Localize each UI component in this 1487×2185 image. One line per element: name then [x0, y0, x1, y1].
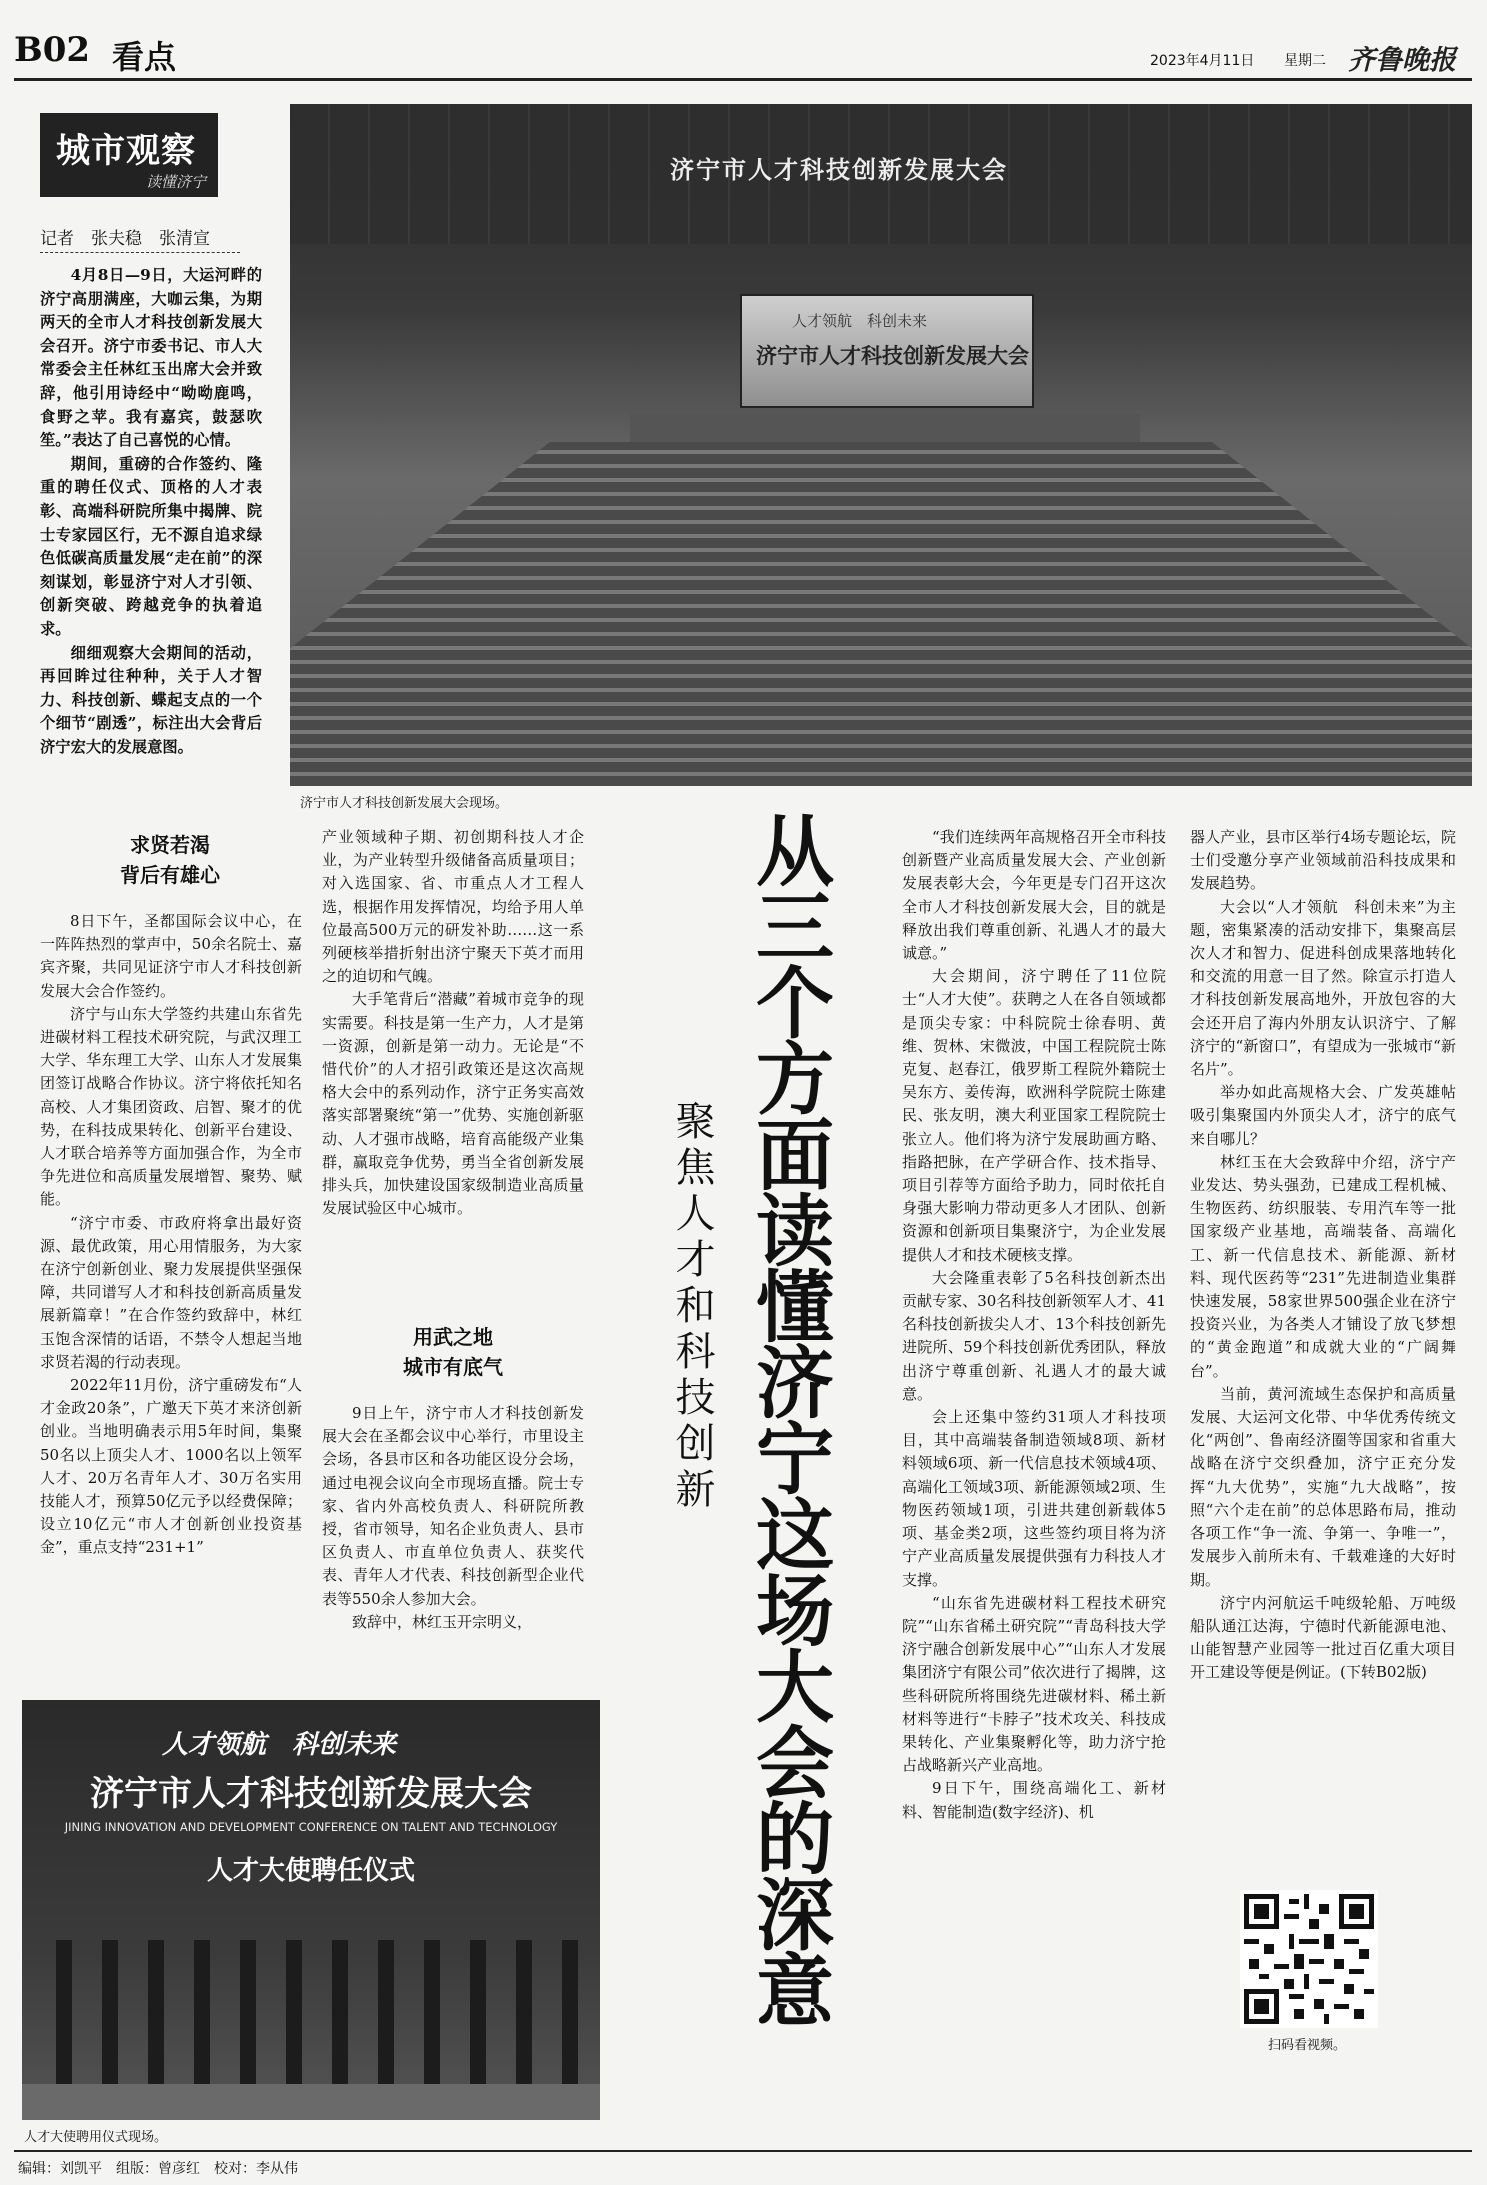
col4-para-2: 大会以“人才领航 科创未来”为主题，密集紧凑的活动安排下，集聚高层次人才和智力、促进科创成果落地转化和交流的用意一目了然。除宣示打造人才科技创新发展高地外，开放包容的大会还开启了海内外朋友认识济宁、了解济宁的“新窗口”，有望成为一张城市“新名片”。 [1190, 897, 1456, 1079]
col3-para-1: “我们连续两年高规格召开全市科技创新暨产业高质量发展大会、产业创新发展表彰大会，今年更是专门召开这次全市人才科技创新发展大会，目的就是释放出我们尊重创新、礼遇人才的最大诚意。” [902, 828, 1166, 963]
col1-heading [40, 830, 300, 890]
ceremony-title: 济宁市人才科技创新发展大会 [90, 1774, 532, 1814]
col2-text-b [322, 1402, 584, 1634]
ceremony-people [42, 1940, 582, 2090]
col4-para-6: 济宁内河航运千吨级轮船、万吨级船队通江达海，宁德时代新能源电池、山能智慧产业园等一批过百亿重大项目开工建设等便是例证。(下转B02版) [1190, 1593, 1456, 1682]
col3-para-6: 9日下午，围绕高端化工、新材料、智能制造(数字经济)、机 [902, 1779, 1166, 1821]
col4-para-5: 当前，黄河流域生态保护和高质量发展、大运河文化带、中华优秀传统文化“两创”、鲁南经济圈等国家和省重大战略在济宁交织叠加，济宁正充分发挥“九大优势”，实施“九大战略”，按照“六个走在前”的总体思路布局，推动各项工作“争一流、争第一、争唯一”，发展步入前所未有、千载难逢的大好时期。 [1190, 1384, 1456, 1589]
masthead-logo: 齐鲁晚报 [1348, 45, 1456, 76]
section-name: 看点 [112, 38, 177, 76]
col2-heading [322, 1322, 584, 1382]
column-logo [40, 113, 218, 197]
col4-para-1: 器人产业，县市区举行4场专题论坛，院士们受邀分享产业领域前沿科技成果和发展趋势。 [1190, 828, 1456, 893]
footer-rule [14, 2150, 1472, 2152]
sub-headline: 聚焦人才和科技创新 [669, 1100, 715, 1514]
byline-dashes [40, 252, 240, 253]
bottom-photo-caption: 人才大使聘用仪式现场。 [24, 2130, 168, 2145]
byline: 记者 张夫稳 张清宣 [40, 229, 210, 249]
top-photo-caption: 济宁市人才科技创新发展大会现场。 [300, 796, 509, 811]
col1-heading-line1: 求贤若渴 [130, 833, 210, 857]
col2-heading-line2: 城市有底气 [403, 1355, 503, 1379]
conference-banner: 济宁市人才科技创新发展大会 [670, 155, 1008, 184]
stage [630, 414, 1140, 442]
col2-para-2: 大手笔背后“潜藏”着城市竞争的现实需要。科技是第一生产力，人才是第一资源，创新是第一动力。无论是“不惜代价”的人才招引政策还是这次高规格大会中的系列动作，济宁正务实高效落实部署聚统“第一”优势、实施创新驱动、人才强市战略，培育高能级产业集群，赢取竞争优势，勇当全省创新发展排头兵，加快建设国家级制造业高质量发展试验区中心城市。 [322, 990, 584, 1218]
col1-para-3: “济宁市委、市政府将拿出最好资源、最优政策，用心用情服务，为大家在济宁创新创业、聚力发展提供坚强保障，共同谱写人才和科技创新高质量发展新篇章！”在合作签约致辞中，林红玉饱含深情的话语，不禁令人想起当地求贤若渴的行动表现。 [40, 1213, 302, 1371]
qr-caption: 扫码看视频。 [1268, 2038, 1347, 2053]
main-headline: 从三个方面读懂济宁这场大会的深意 [743, 810, 834, 2026]
col4-text [1190, 826, 1456, 1685]
intro-para-3: 细细观察大会期间的活动，再回眸过往种种，关于人才智力、科技创新、蝶起支点的一个个细节“剧透”，标注出大会背后济宁宏大的发展意图。 [40, 643, 262, 756]
qr-code[interactable] [1240, 1890, 1378, 2028]
col3-para-2: 大会期间，济宁聘任了11位院士“人才大使”。获聘之人在各自领域都是顶尖专家：中科院院士徐春明、黄维、贺林、宋微波，中国工程院院士陈克复、赵春江，俄罗斯工程院外籍院士吴东方、姜传海，欧洲科学院院士陈建民、张友明，澳大利亚国家工程院院士张立人。他们将为济宁发展助画方略、指路把脉，在产学研合作、技术指导、项目引荐等方面给予助力，同时依托自身强大影响力带动更多人才团队、创新资源和创新项目集聚济宁，为企业发展提供人才和技术硬核支撑。 [902, 967, 1166, 1264]
conference-hall-photo [290, 104, 1472, 786]
intro-para-2: 期间，重磅的合作签约、隆重的聘任仪式、顶格的人才表彰、高端科研院所集中揭牌、院士专家园区行，无不源自追求绿色低碳高质量发展“走在前”的深刻谋划，彰显济宁对人才引领、创新突破、跨越竞争的执着追求。 [40, 454, 262, 638]
ceremony-english: JINING INNOVATION AND DEVELOPMENT CONFERENCE ON TALENT AND TECHNOLOGY [64, 1820, 558, 1834]
audience-seating [290, 442, 1472, 786]
col3-para-4: 会上还集中签约31项人才科技项目，其中高端装备制造领域8项、新材料领域6项、新一代信息技术领域4项、高端化工领域3项、新能源领域2项、生物医药领域1项，引进共建创新载体5项、基金类2项，这些签约项目将为济宁产业高质量发展提供强有力科技人才支撑。 [902, 1408, 1166, 1589]
col2-para-1: 产业领域种子期、初创期科技人才企业，为产业转型升级储备高质量项目；对入选国家、省、市重点人才工程人选，根据作用发挥情况，均给予用人单位最高500万元的研发补助……这一系列硬核举措折射出济宁聚天下英才而用之的迫切和气魄。 [322, 828, 584, 986]
col3-text [902, 826, 1166, 1824]
ceremony-subtitle: 人才大使聘任仪式 [206, 1856, 415, 1886]
col4-para-4: 林红玉在大会致辞中介绍，济宁产业发达、势头强劲，已建成工程机械、生物医药、纺织服装、专用汽车等一批国家级产业基地，高端装备、高端化工、新一代信息技术、新能源、新材料、现代医药等“231”先进制造业集群快速发展，58家世界500强企业在济宁投资兴业，为各类人才铺设了放飞梦想的“黄金跑道”和成就大业的“广阔舞台”。 [1190, 1152, 1456, 1380]
column-logo-title: 城市观察 [56, 131, 196, 171]
col1-heading-line2: 背后有雄心 [120, 863, 220, 887]
col1-para-2: 济宁与山东大学签约共建山东省先进碳材料工程技术研究院，与武汉理工大学、华东理工大学、山东人才发展集团签订战略合作协议。济宁将依托知名高校、人才集团资政、启智、聚才的优势，在科技成果转化、创新平台建设、人才联合培养等方面加强合作，为全市争先进位和高质量发展增智、聚势、赋能。 [40, 1004, 302, 1209]
col2-heading-line1: 用武之地 [413, 1325, 493, 1349]
col1-text [40, 910, 302, 1560]
footer-credits: 编辑：刘凯平 组版：曾彦红 校对：李从伟 [18, 2161, 298, 2177]
stage-screen-slogan: 人才领航 科创未来 [792, 312, 928, 330]
col3-para-5: “山东省先进碳材料工程技术研究院”“山东省稀土研究院”“青岛科技大学济宁融合创新发展中心”“山东人才发展集团济宁有限公司”依次进行了揭牌，这些科研院所将围绕先进碳材料、稀土新材料等进行“卡脖子”技术攻关、科技成果转化、产业集聚孵化等，助力济宁抢占战略新兴产业高地。 [902, 1593, 1166, 1775]
col2-para-4: 致辞中，林红玉开宗明义， [352, 1612, 533, 1631]
col2-text-a [322, 826, 584, 1220]
col1-para-1: 8日下午，圣都国际会议中心，在一阵阵热烈的掌声中，50余名院士、嘉宾齐聚，共同见证济宁市人才科技创新发展大会合作签约。 [40, 912, 302, 1000]
intro-text [40, 264, 262, 759]
ceremony-photo [22, 1700, 600, 2120]
stage-screen-title: 济宁市人才科技创新发展大会 [756, 343, 1029, 368]
ceremony-stage-floor [22, 2084, 600, 2120]
qr-code-graphic [1244, 1894, 1374, 2024]
intro-para-1: 4月8日—9日，大运河畔的济宁高朋满座，大咖云集，为期两天的全市人才科技创新发展大会召开。济宁市委书记、市人大常委会主任林红玉出席大会并致辞，他引用诗经中“呦呦鹿鸣，食野之苹。我有嘉宾，鼓瑟吹笙。”表达了自己喜悦的心情。 [40, 266, 262, 450]
page-code: B02 [14, 30, 91, 70]
column-logo-subtitle: 读懂济宁 [145, 173, 206, 191]
col4-para-3: 举办如此高规格大会、广发英雄帖吸引集聚国内外顶尖人才，济宁的底气来自哪儿？ [1190, 1083, 1456, 1148]
ceremony-slogan: 人才领航 科创未来 [162, 1730, 397, 1760]
col3-para-3: 大会隆重表彰了5名科技创新杰出贡献专家、30名科技创新领军人才、41名科技创新拔尖人才、13个科技创新先进院所、59个科技创新优秀团队，释放出济宁尊重创新、礼遇人才的最大诚意。 [902, 1268, 1166, 1403]
col2-para-3: 9日上午，济宁市人才科技创新发展大会在圣都会议中心举行，市里设主会场，各县市区和各功能区设分会场，通过电视会议向全市现场直播。院士专家、省内外高校负责人、科研院所教授，省市领导，知名企业负责人、县市区负责人、市直单位负责人、获奖代表、青年人才代表、科技创新型企业代表等550余人参加大会。 [322, 1404, 584, 1608]
col1-para-4: 2022年11月份，济宁重磅发布“人才金政20条”，广邀天下英才来济创新创业。当地明确表示用5年时间，集聚50名以上顶尖人才、1000名以上领军人才、20万名青年人才、30万名实用技能人才，预算50亿元予以经费保障；设立10亿元“市人才创新创业投资基金”，重点支持“231+1” [40, 1376, 302, 1557]
issue-weekday: 星期二 [1284, 53, 1326, 69]
stage-screen [740, 294, 1034, 408]
header-rule [14, 78, 1472, 81]
issue-date: 2023年4月11日 [1150, 53, 1255, 69]
